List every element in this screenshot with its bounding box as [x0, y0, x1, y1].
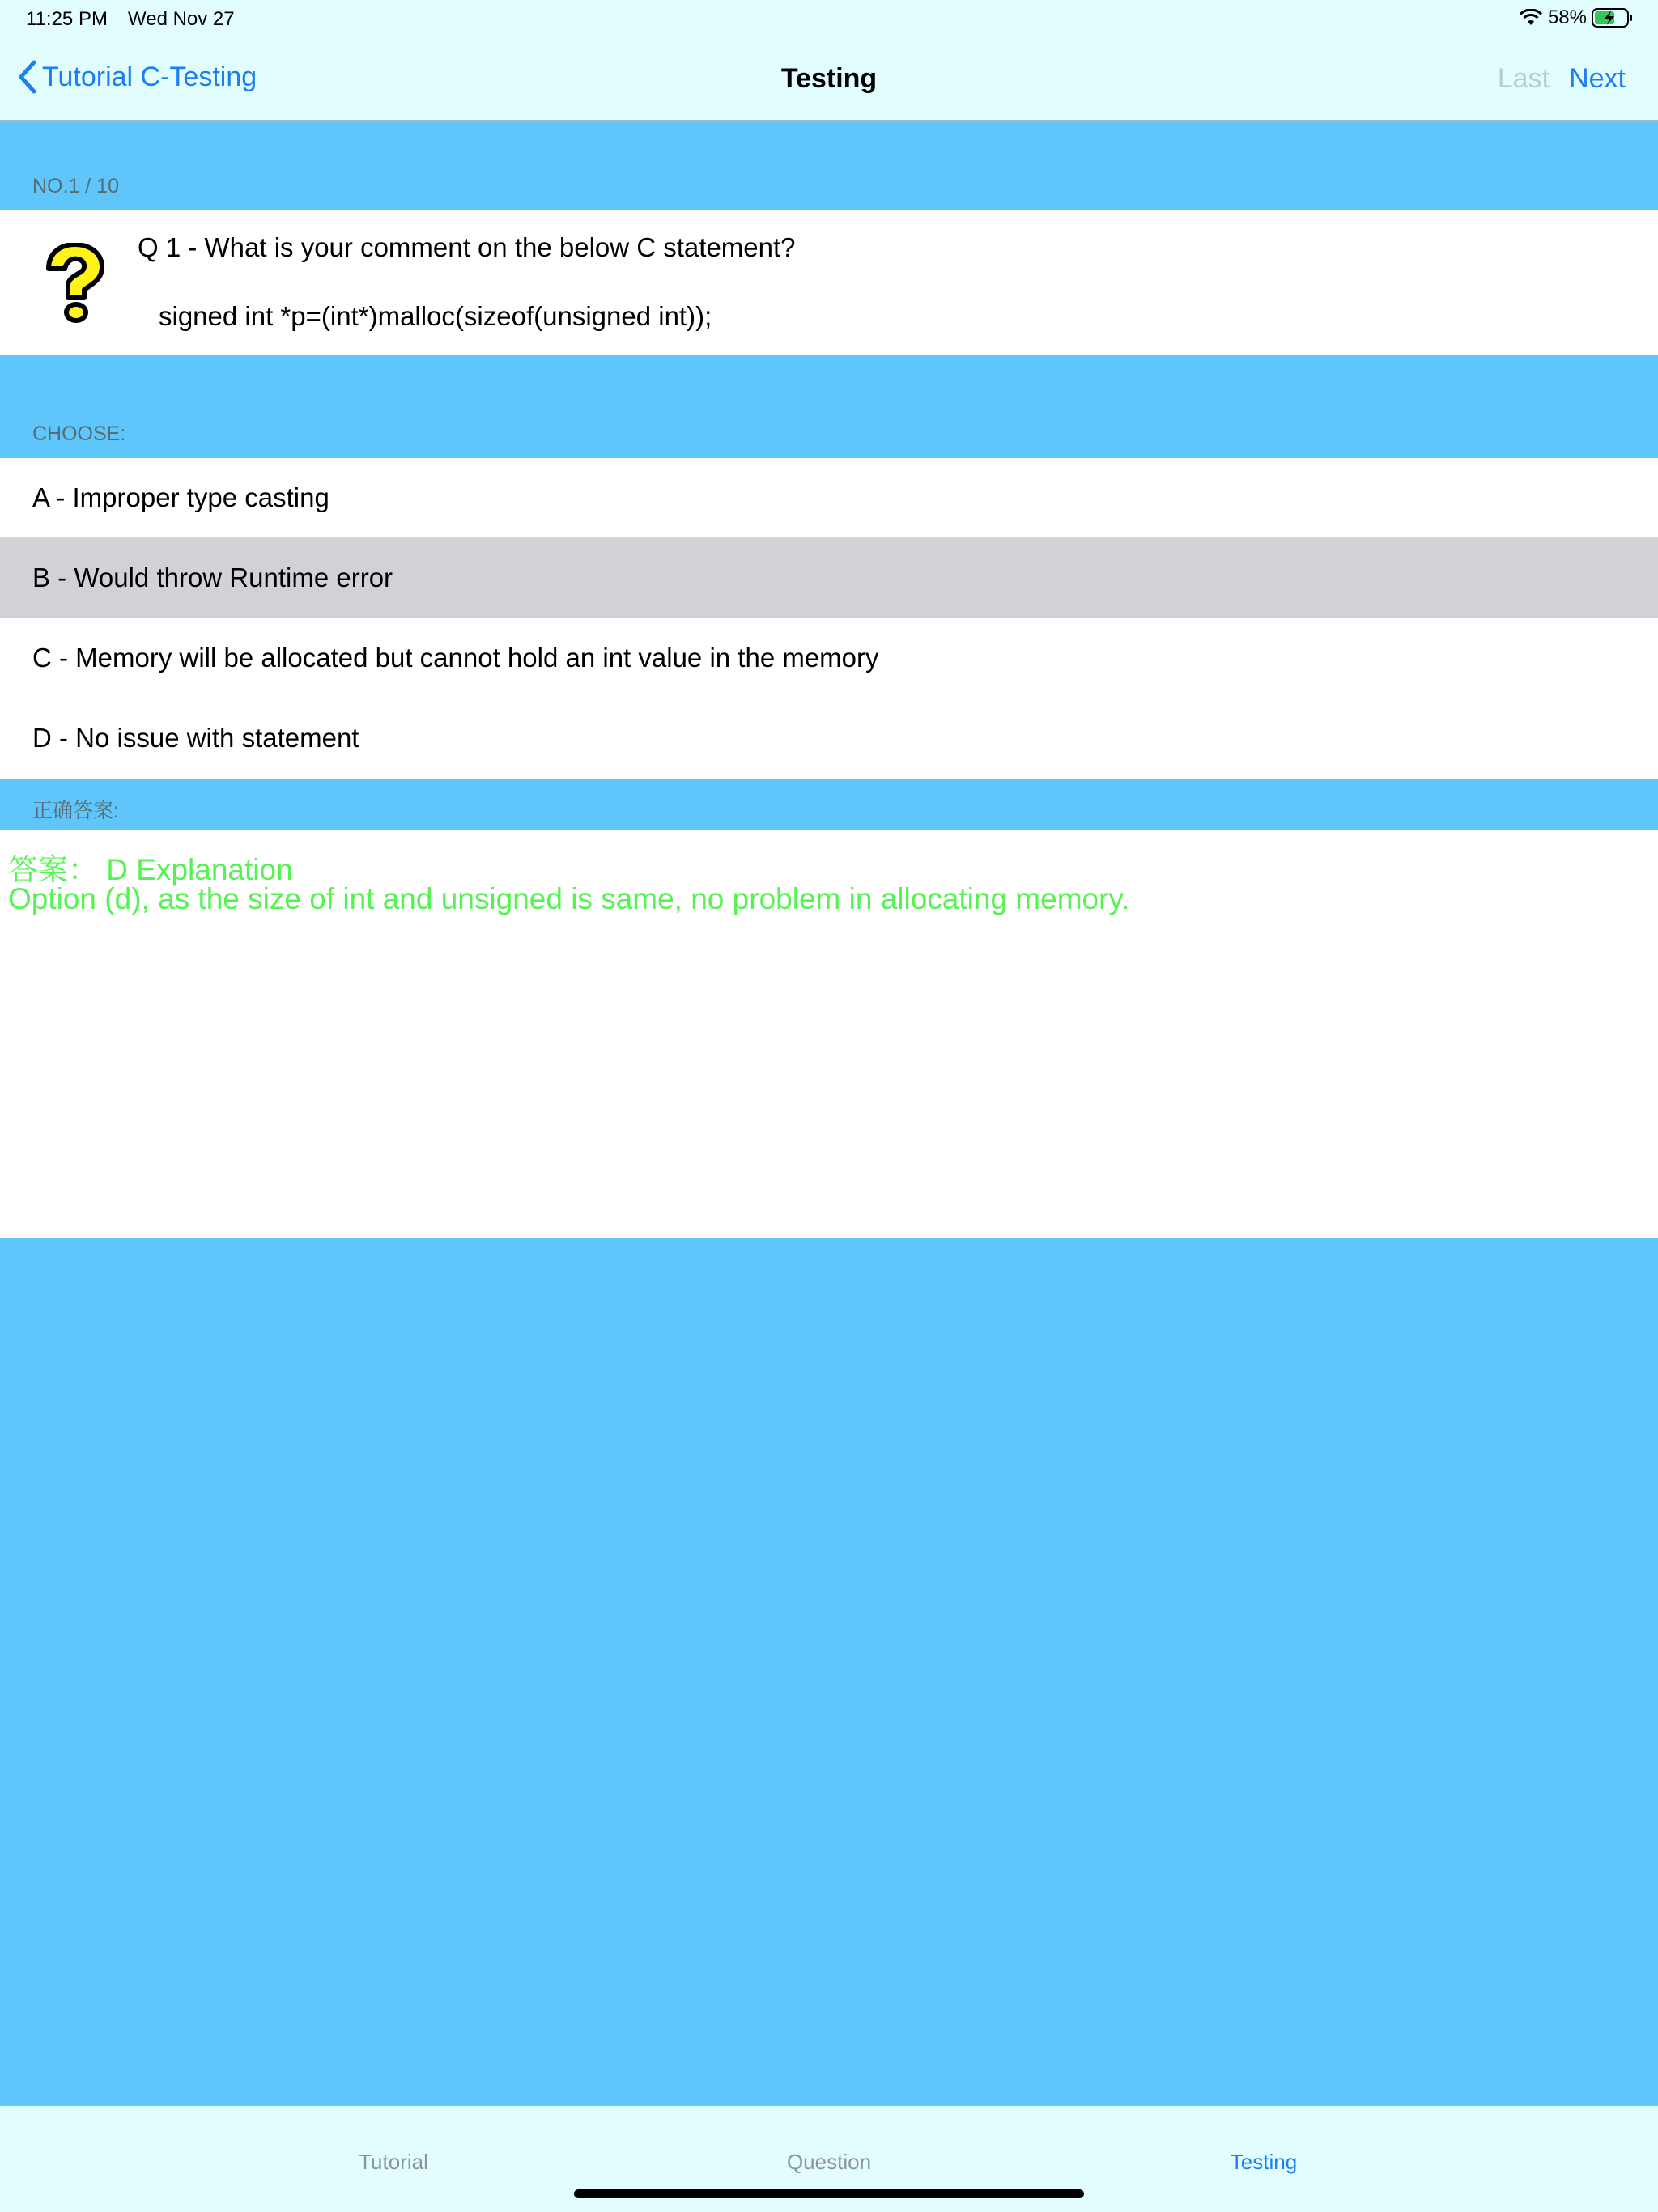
question-cell — [0, 210, 1658, 355]
next-button[interactable]: Next — [1569, 63, 1626, 94]
option-label: D - No issue with statement — [32, 723, 359, 753]
answer-text-area — [0, 830, 1658, 1238]
question-code: signed int *p=(int*)malloc(sizeof(unsigned int)); — [159, 301, 712, 331]
option-c[interactable] — [0, 618, 1658, 698]
chevron-left-icon — [18, 60, 37, 94]
option-a[interactable] — [0, 458, 1658, 538]
last-button[interactable]: Last — [1497, 63, 1550, 94]
correct-answer-label: 正确答案: — [32, 800, 119, 822]
battery-percent: 58% — [1547, 6, 1587, 28]
navigation-bar — [0, 39, 1658, 121]
status-date: Wed Nov 27 — [128, 8, 235, 30]
status-time: 11:25 PM — [26, 8, 108, 30]
tab-question[interactable]: Question — [786, 2150, 872, 2174]
tab-tutorial[interactable]: Tutorial — [359, 2150, 428, 2174]
option-label: C - Memory will be allocated but cannot hold an int value in the memory — [32, 643, 879, 673]
status-bar — [0, 0, 1658, 39]
home-indicator[interactable] — [574, 2189, 1084, 2198]
status-indicators — [1519, 6, 1634, 29]
option-label: A - Improper type casting — [32, 482, 329, 512]
question-text: Q 1 - What is your comment on the below C statement? — [138, 232, 796, 262]
question-counter: NO.1 / 10 — [32, 175, 119, 197]
options-list — [0, 458, 1658, 779]
choose-label: CHOOSE: — [32, 422, 126, 445]
page-title: Testing — [780, 63, 878, 94]
explanation-line: Option (d), as the size of int and unsigned is same, no problem in allocating memory. — [8, 882, 1130, 915]
back-button[interactable] — [18, 60, 257, 94]
answer-line: 答案： D Explanation — [8, 853, 293, 886]
back-button-label: Tutorial C-Testing — [42, 61, 257, 92]
question-mark-icon — [40, 243, 108, 324]
option-b[interactable] — [0, 538, 1658, 618]
battery-charging-icon — [1592, 7, 1634, 28]
option-label: B - Would throw Runtime error — [32, 563, 393, 592]
option-d[interactable] — [0, 698, 1658, 779]
tab-testing[interactable]: Testing — [1230, 2150, 1298, 2174]
wifi-icon — [1519, 9, 1543, 27]
